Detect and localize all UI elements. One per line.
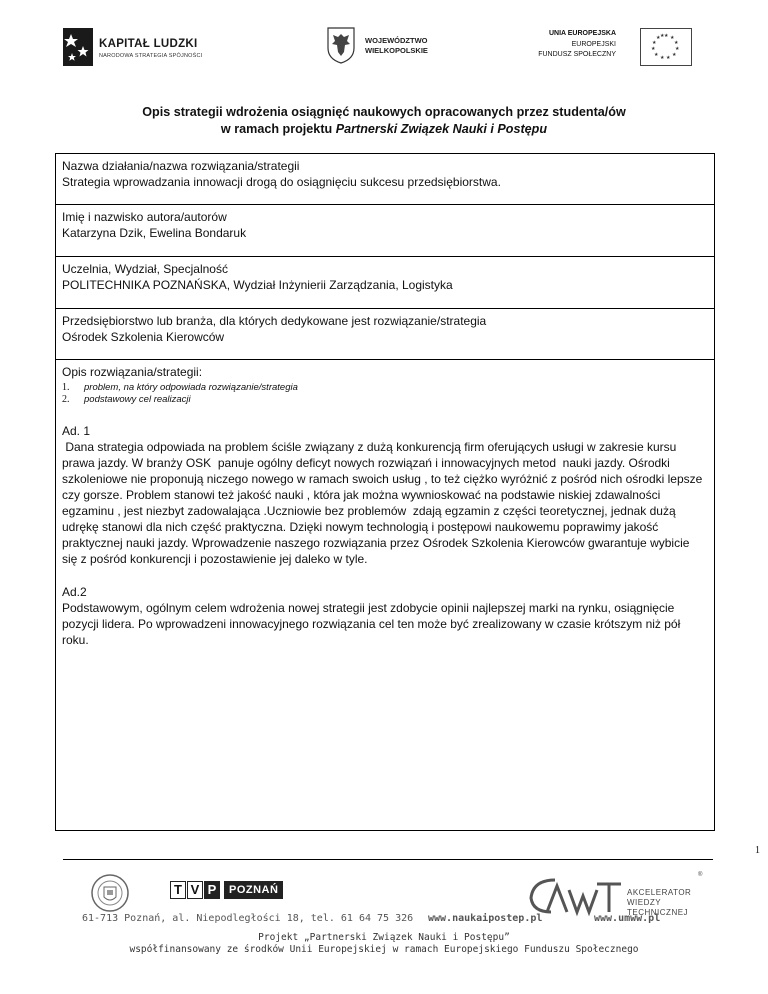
wojewodztwo-line2: WIELKOPOLSKIE [365, 46, 428, 55]
awt-line2: WIEDZY [627, 898, 662, 907]
footer-address: 61-713 Poznań, al. Niepodległości 18, tel. 61 64 75 326 [82, 913, 414, 924]
eu-line3: FUNDUSZ SPOŁECZNY [538, 51, 616, 58]
wojewodztwo-logo [325, 26, 445, 68]
title-line2 [0, 121, 768, 138]
form-row-name [56, 154, 714, 205]
university-value: POLITECHNIKA POZNAŃSKA, Wydział Inżynierii Zarządzania, Logistyka [62, 278, 453, 292]
page-header [0, 0, 768, 80]
document-title [0, 104, 768, 138]
footer-divider [63, 859, 713, 860]
title-project-name: Partnerski Związek Nauki i Postępu [335, 122, 548, 136]
footer-project: Projekt „Partnerski Związek Nauki i Postępu” [258, 932, 510, 943]
svg-text:★: ★ [660, 33, 665, 39]
politechnika-seal-icon [90, 873, 130, 913]
svg-text:★: ★ [656, 35, 661, 41]
eagle-crest-icon [325, 26, 357, 64]
svg-text:★: ★ [651, 46, 656, 52]
tvp-city: POZNAŃ [224, 881, 283, 899]
tvp-letter: T [170, 881, 186, 899]
eu-line1: UNIA EUROPEJSKA [548, 30, 616, 37]
svg-text:★: ★ [675, 46, 680, 52]
svg-text:★: ★ [666, 55, 671, 61]
wojewodztwo-line1: WOJEWÓDZTWO [365, 36, 428, 45]
description-list [62, 382, 708, 406]
ad1-text: Dana strategia odpowiada na problem ściśle związany z dużą konkurencją firm oferujących usługi w zakresie kursu prawa jazdy. W branży OSK panuje ogólny deficyt nowych rozwiązań i innowacyjnych metod nauki jazdy. Ośrodki szkoleniowe nie proponują niczego nowego w ramach swoich usług , to też ciężko wyróżnić z pośród nich ośrodki lepsze czy gorsze. Problem stanowi też jakość nauki , która jak można wywnioskować na podstawie niskiej zdawalności egzaminu , jest niezbyt zadowalająca .Uczniowie bez problemów zdają egzamin z części teoretycznej, jednak dużą udrękę stanowi dla nich część praktyczna. Dzięki nowym technologią i postępowi naukowemu poprawimy jakość praktycznej nauki jazdy. Wprowadzenie naszego rozwiązania przez Ośrodek Szkolenia Kierowców gwarantuje wybicie się z pośród konkurencji i pozostawienie jej daleko w tyle. [62, 440, 706, 566]
description-label: Opis rozwiązania/strategii: [62, 365, 203, 379]
eu-line2: EUROPEJSKI [571, 41, 616, 48]
eu-flag-icon [640, 28, 692, 66]
name-label: Nazwa działania/nazwa rozwiązania/strategii [62, 159, 300, 173]
kapital-ludzki-subtitle: NARODOWA STRATEGIA SPÓJNOŚCI [99, 53, 203, 59]
strategy-form [55, 153, 715, 831]
svg-text:★: ★ [664, 33, 669, 39]
list-item: 2. podstawowy cel realizacji [62, 394, 191, 405]
ad2-heading: Ad.2 [62, 585, 87, 599]
authors-label: Imię i nazwisko autora/autorów [62, 210, 227, 224]
footer-umww-link[interactable]: www.umww.pl [594, 913, 661, 924]
svg-text:★: ★ [672, 52, 677, 58]
footer-cofinance: współfinansowany ze środków Unii Europejskiej w ramach Europejskiego Funduszu Społecznego [129, 944, 639, 955]
form-row-description [56, 360, 714, 830]
eu-logo [540, 26, 700, 70]
company-value: Ośrodek Szkolenia Kierowców [62, 330, 225, 344]
form-row-company [56, 309, 714, 360]
ad1-heading: Ad. 1 [62, 424, 91, 438]
company-label: Przedsiębiorstwo lub branża, dla których dedykowane jest rozwiązanie/strategia [62, 314, 487, 328]
kapital-ludzki-emblem-icon [63, 28, 93, 66]
tvp-letter: V [187, 881, 203, 899]
awt-line3: TECHNICZNEJ [627, 908, 689, 917]
kapital-ludzki-logo [63, 28, 213, 68]
name-value: Strategia wprowadzania innowacji drogą do osiągnięciu sukcesu przedsiębiorstwa. [62, 175, 501, 189]
footer-website-link[interactable]: www.naukaipostep.pl [428, 913, 543, 924]
svg-text:★: ★ [660, 55, 665, 61]
tvp-letter: P [204, 881, 220, 899]
authors-value: Katarzyna Dzik, Ewelina Bondaruk [62, 226, 247, 240]
svg-text:★: ★ [652, 40, 657, 46]
svg-text:★: ★ [654, 52, 659, 58]
ad2-text: Podstawowym, ogólnym celem wdrożenia nowej strategii jest zdobycie opinii najlepszej marki na rynku, osiągnięcie pozycji lidera. Po wprowadzeni innowacyjnego rozwiązania cel ten może być zrealizowany w czasie krótszym niż pół roku. [62, 601, 681, 647]
awt-line1: AKCELERATOR [627, 888, 692, 897]
kapital-ludzki-title: KAPITAŁ LUDZKI [99, 38, 198, 50]
title-line1: Opis strategii wdrożenia osiągnięć naukowych opracowanych przez studenta/ów [142, 105, 626, 119]
svg-text:★: ★ [674, 40, 679, 46]
awt-registered-mark: ® [698, 872, 703, 878]
awt-logo [525, 872, 705, 918]
list-item: 1. problem, na który odpowiada rozwiązanie/strategia [62, 382, 298, 393]
tvp-poznan-logo [170, 881, 283, 901]
page-number: 1 [755, 845, 760, 856]
form-row-university [56, 257, 714, 309]
svg-text:★: ★ [670, 35, 675, 41]
title-line2-prefix: w ramach projektu [220, 122, 336, 136]
awt-mark-icon [525, 872, 625, 918]
form-row-authors [56, 205, 714, 257]
university-label: Uczelnia, Wydział, Specjalność [62, 262, 228, 276]
